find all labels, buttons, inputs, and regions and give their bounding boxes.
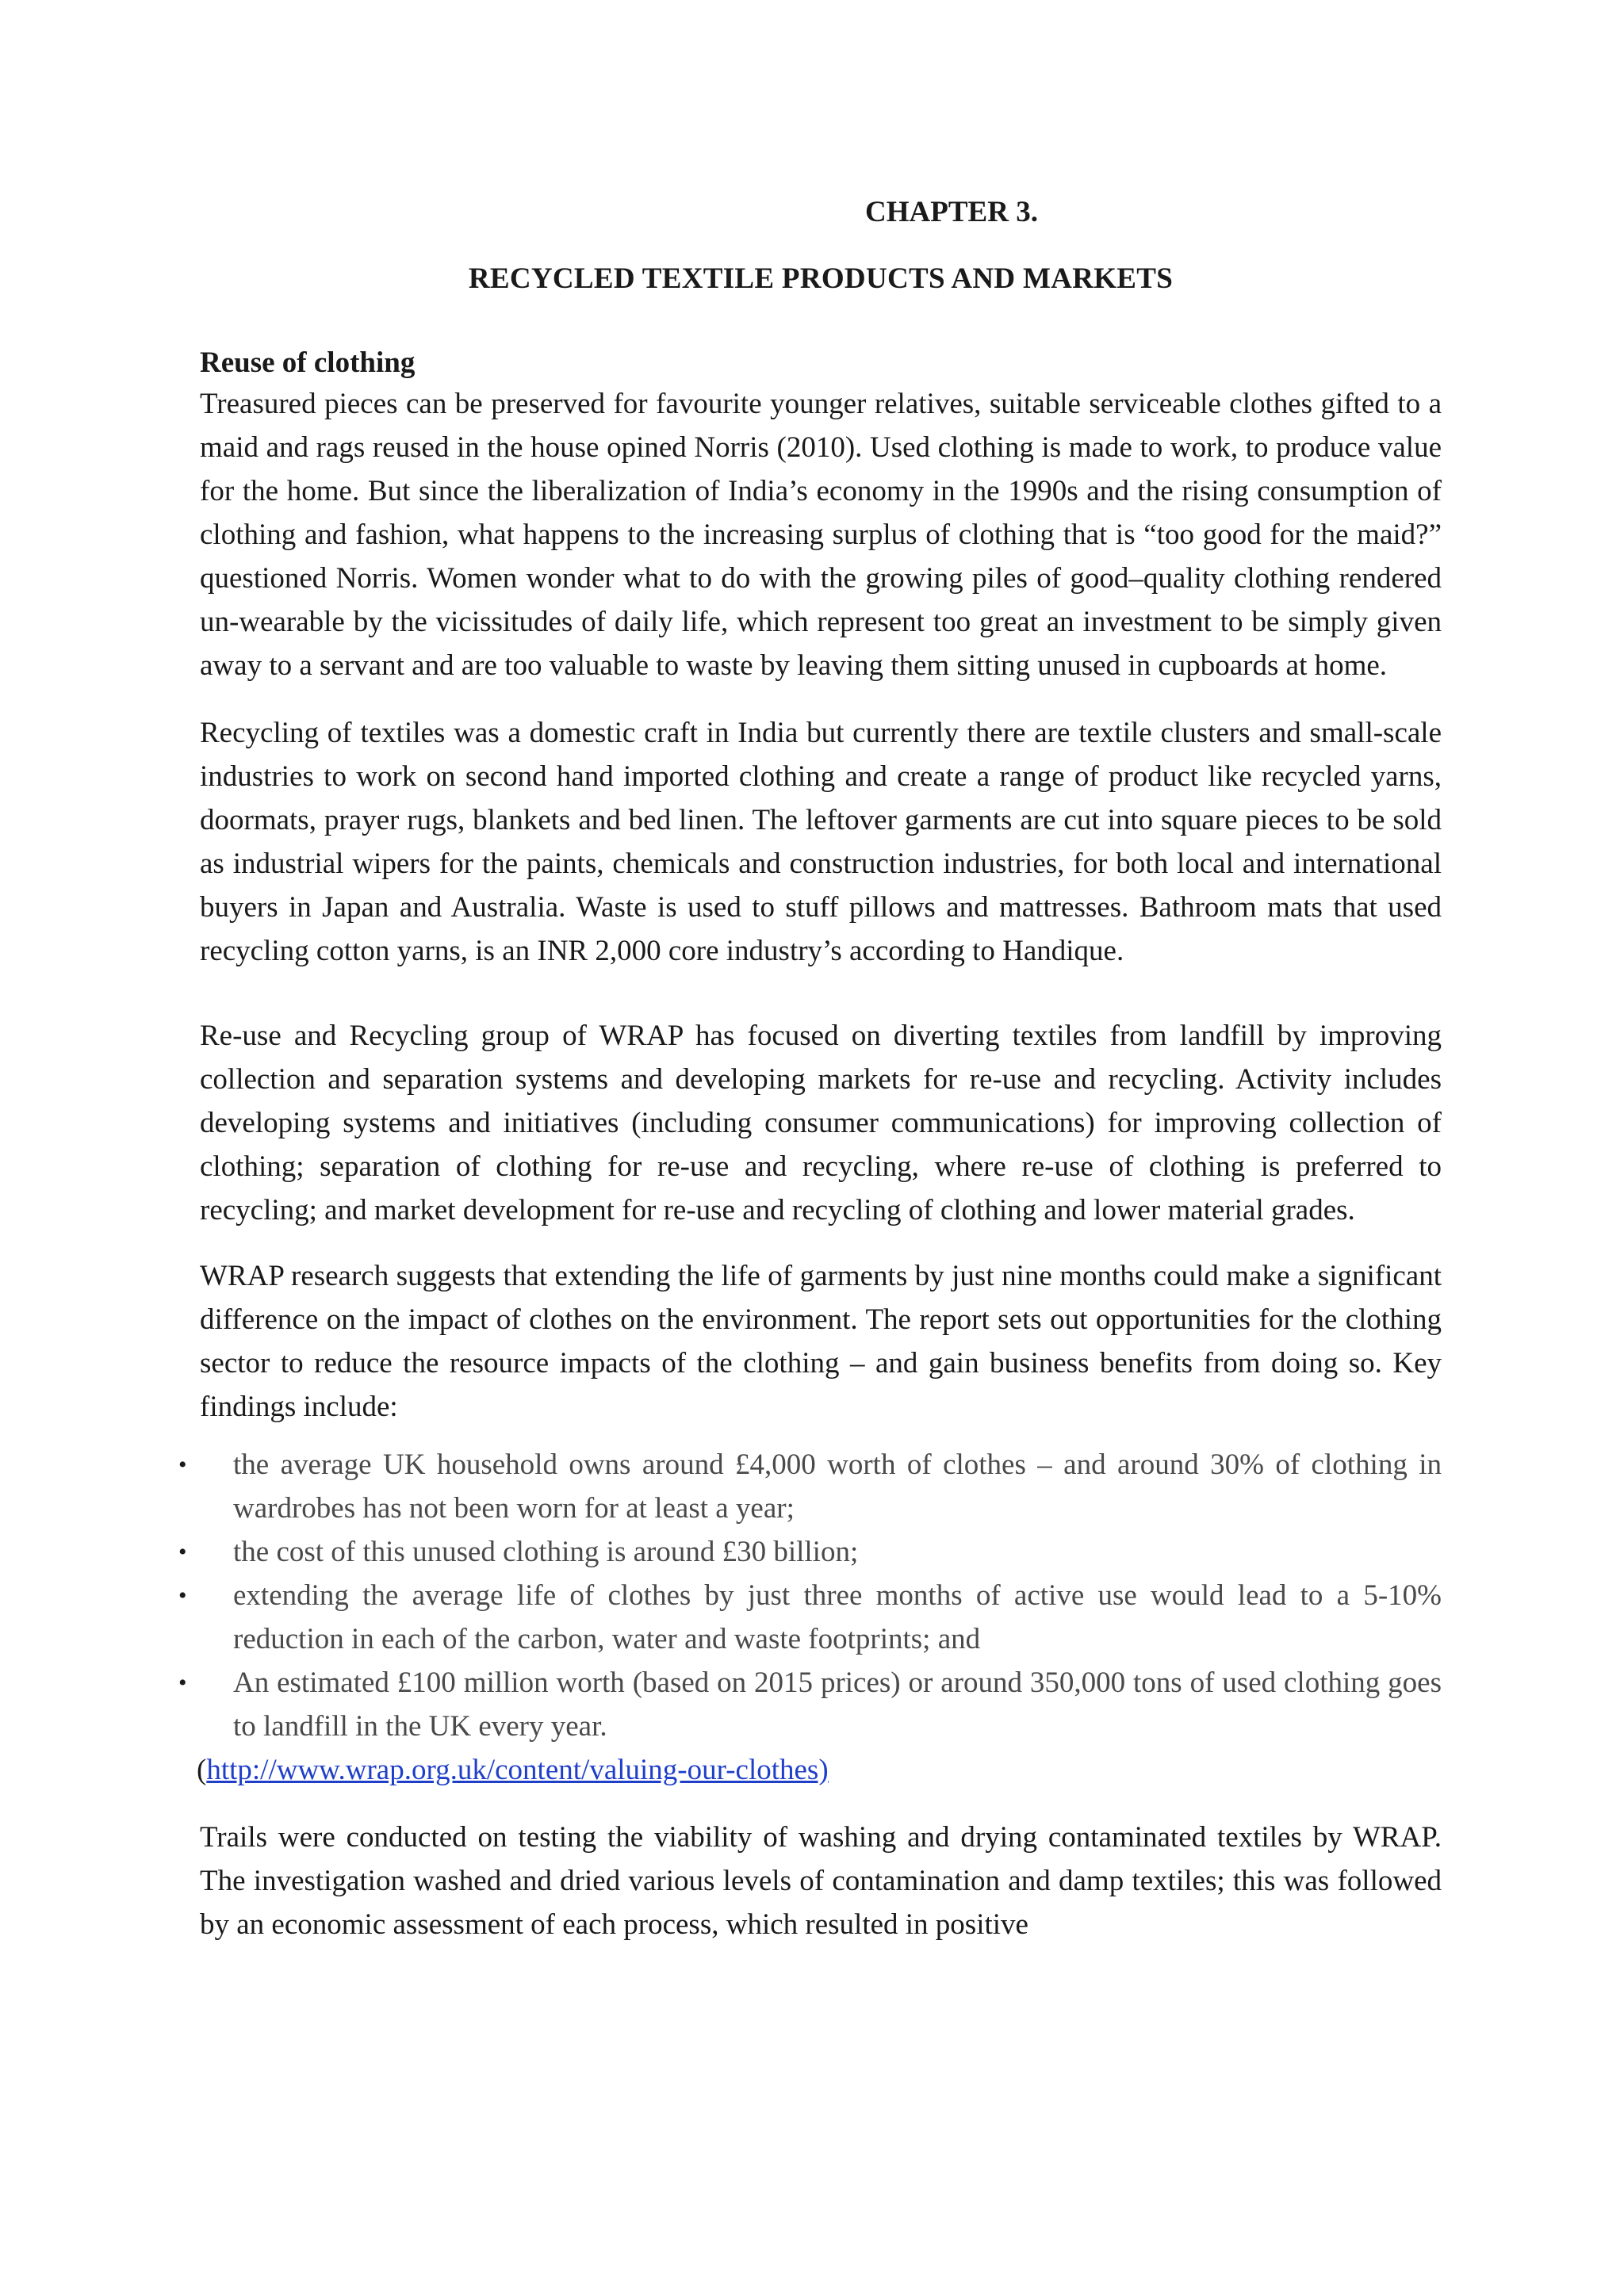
list-item-text: the cost of this unused clothing is around £30 billion;	[233, 1536, 859, 1568]
chapter-subtitle: RECYCLED TEXTILE PRODUCTS AND MARKETS	[468, 262, 1174, 295]
source-open-paren: (	[197, 1754, 207, 1786]
chapter-title: CHAPTER 3.	[865, 196, 1038, 228]
paragraph-wrap-group: Re-use and Recycling group of WRAP has focused on diverting textiles from landfill by improving collection and separation systems and developing markets for re-use and recycling. Activity includes developing systems and initiatives (including consumer communications) for improving collection of clothing; separation of clothing for re-use and recycling, where re-use of clothing is preferred to recycling; and market development for re-use and recycling of clothing and lower material grades.	[200, 1020, 1442, 1226]
list-item-text: the average UK household owns around £4,000 worth of clothes – and around 30% of clothing in wardrobes has not been worn for at least a year;	[233, 1448, 1442, 1525]
source-link[interactable]: http://www.wrap.org.uk/content/valuing-our-clothes)	[206, 1754, 829, 1786]
key-findings-list	[178, 1443, 1442, 1748]
paragraph-wrap-research: WRAP research suggests that extending the life of garments by just nine months could make a significant difference on the impact of clothes on the environment. The report sets out opportunities for the clothing sector to reduce the resource impacts of the clothing – and gain business benefits from doing so. Key findings include:	[200, 1260, 1442, 1423]
list-item-text: extending the average life of clothes by just three months of active use would lead to a 5-10% reduction in each of the carbon, water and waste footprints; and	[233, 1579, 1442, 1655]
source-citation	[197, 1748, 1442, 1792]
list-item	[178, 1574, 1442, 1661]
bullet-icon: •	[178, 1670, 187, 1696]
section-heading: Reuse of clothing	[200, 346, 416, 379]
list-item	[178, 1443, 1442, 1530]
paragraph-reuse-intro: Treasured pieces can be preserved for favourite younger relatives, suitable serviceable clothes gifted to a maid and rags reused in the house opined Norris (2010). Used clothing is made to work, to produce value for the home. But since the liberalization of India’s economy in the 1990s and the rising consumption of clothing and fashion, what happens to the increasing surplus of clothing that is “too good for the maid?” questioned Norris. Women wonder what to do with the growing piles of good–quality clothing rendered un-wearable by the vicissitudes of daily life, which represent too great an investment to be simply given away to a servant and are too valuable to waste by leaving them sitting unused in cupboards at home.	[200, 388, 1442, 682]
paragraph-trials: Trails were conducted on testing the viability of washing and drying contaminated textiles by WRAP. The investigation washed and dried various levels of contamination and damp textiles; this was followed by an economic assessment of each process, which resulted in positive	[200, 1821, 1442, 1941]
paragraph-recycling-india: Recycling of textiles was a domestic craft in India but currently there are textile clusters and small-scale industries to work on second hand imported clothing and create a range of product like recycled yarns, doormats, prayer rugs, blankets and bed linen. The leftover garments are cut into square pieces to be sold as industrial wipers for the paints, chemicals and construction industries, for both local and international buyers in Japan and Australia. Waste is used to stuff pillows and mattresses. Bathroom mats that used recycling cotton yarns, is an INR 2,000 core industry’s according to Handique.	[200, 717, 1442, 967]
list-item	[178, 1661, 1442, 1748]
bullet-icon: •	[178, 1539, 187, 1565]
bullet-icon: •	[178, 1452, 187, 1478]
list-item	[178, 1530, 1442, 1574]
list-item-text: An estimated £100 million worth (based on 2015 prices) or around 350,000 tons of used clothing goes to landfill in the UK every year.	[233, 1667, 1442, 1743]
bullet-icon: •	[178, 1582, 187, 1609]
